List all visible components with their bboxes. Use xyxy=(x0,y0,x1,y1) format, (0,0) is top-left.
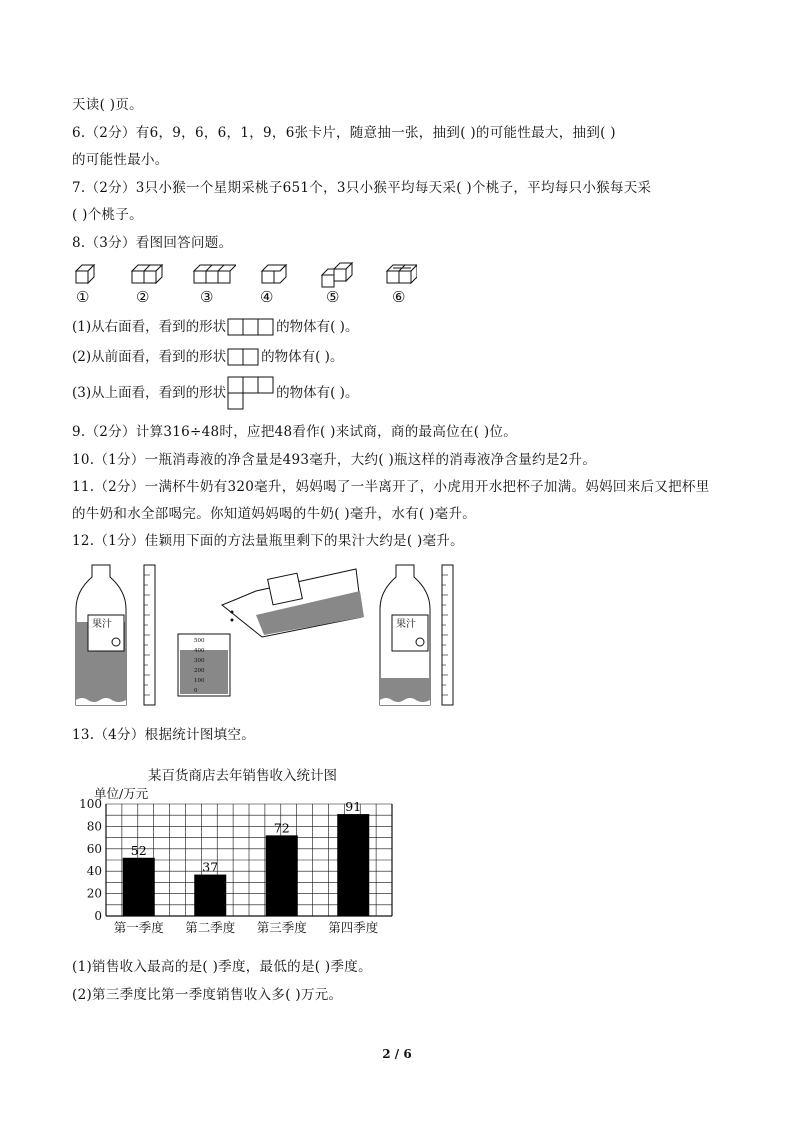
beaker-tick-100: 100 xyxy=(194,678,205,684)
q8-sub2 xyxy=(72,347,343,367)
cube-label-5: ⑤ xyxy=(326,288,340,306)
y-tick-label: 100 xyxy=(79,797,102,811)
q8-sub3 xyxy=(72,376,358,410)
q5-tail: 天读( )页。 xyxy=(72,97,143,113)
y-tick-label: 20 xyxy=(86,886,102,901)
x-category-label: 第二季度 xyxy=(185,920,236,935)
q8-sub2-prefix: (2)从前面看，看到的形状 xyxy=(72,349,227,365)
cube-label-2: ② xyxy=(136,288,150,306)
q8-title: 8.（3分）看图回答问题。 xyxy=(72,235,233,251)
q11-line2: 的牛奶和水全部喝完。你知道妈妈喝的牛奶( )毫升，水有( )毫升。 xyxy=(72,506,477,522)
q12: 12.（1分）佳颖用下面的方法量瓶里剩下的果汁大约是( )毫升。 xyxy=(72,533,464,549)
bar-value-label: 91 xyxy=(345,799,362,815)
y-tick-label: 0 xyxy=(94,909,102,923)
q7-line1: 7.（2分）3只小猴一个星期采桃子651个，3只小猴平均每天采( )个桃子，平均每只小猴每天采 xyxy=(72,180,652,196)
beaker-tick-400: 400 xyxy=(194,648,205,654)
l-shape-top-view xyxy=(227,376,275,410)
chart-y-axis-label: 单位/万元 xyxy=(94,786,149,801)
beaker-tick-200: 200 xyxy=(194,668,205,674)
pouring-bottle-illustration xyxy=(222,569,364,637)
q8-sub2-suffix: 的物体有( )。 xyxy=(261,349,344,365)
bar-2 xyxy=(194,875,226,916)
q6-line2: 的可能性最小。 xyxy=(72,152,169,168)
chart-y-ticks xyxy=(79,797,102,923)
cube-figure-6 xyxy=(385,262,417,286)
q13-sub1: (1)销售收入最高的是( )季度，最低的是( )季度。 xyxy=(72,959,372,975)
sales-bar-chart xyxy=(72,780,412,940)
x-category-label: 第三季度 xyxy=(256,920,307,935)
q8-sub1-prefix: (1)从右面看，看到的形状 xyxy=(72,319,227,335)
bar-value-label: 37 xyxy=(202,859,219,875)
q13: 13.（4分）根据统计图填空。 xyxy=(72,727,256,743)
q8-sub1 xyxy=(72,317,358,337)
y-tick-label: 40 xyxy=(86,864,102,879)
q8-sub3-prefix: (3)从上面看，看到的形状 xyxy=(72,385,227,401)
q6-line1: 6.（2分）有6，9，6，6，1，9，6张卡片，随意抽一张，抽到( )的可能性最大，抽到( ) xyxy=(72,125,616,141)
y-tick-label: 80 xyxy=(86,819,102,834)
page-number: 2 / 6 xyxy=(382,1047,412,1061)
x-category-label: 第四季度 xyxy=(328,920,379,935)
q8-sub1-suffix: 的物体有( )。 xyxy=(276,319,359,335)
chart-title: 某百货商店去年销售收入统计图 xyxy=(148,768,337,784)
q10: 10.（1分）一瓶消毒液的净含量是493毫升，大约( )瓶这样的消毒液净含量约是2升。 xyxy=(72,452,597,468)
q11-line1: 11.（2分）一满杯牛奶有320毫升，妈妈喝了一半离开了，小虎用开水把杯子加满。妈妈回来后又把杯里 xyxy=(72,479,710,495)
cube-figures xyxy=(72,262,432,312)
bar-3 xyxy=(266,835,298,916)
q13-sub2: (2)第三季度比第一季度销售收入多( )万元。 xyxy=(72,987,343,1003)
bar-value-label: 52 xyxy=(130,842,147,858)
juice-measurement-illustration xyxy=(72,560,472,710)
bar-1 xyxy=(123,858,155,916)
beaker-tick-0: 0 xyxy=(194,688,198,694)
chart-bars xyxy=(123,799,370,916)
two-square-row-shape xyxy=(227,348,260,366)
q7-line2: ( )个桃子。 xyxy=(72,207,143,223)
bottle-full-illustration xyxy=(76,565,155,705)
y-tick-label: 60 xyxy=(86,841,102,856)
three-square-row-shape xyxy=(227,318,275,336)
q9: 9.（2分）计算316÷48时，应把48看作( )来试商，商的最高位在( )位。 xyxy=(72,424,518,440)
bottle-label-1: 果汁 xyxy=(92,619,112,630)
chart-x-categories xyxy=(114,920,379,935)
beaker-tick-300: 300 xyxy=(194,658,205,664)
cube-label-6: ⑥ xyxy=(392,288,406,306)
cube-figure-1 xyxy=(74,262,100,286)
x-category-label: 第一季度 xyxy=(113,920,164,935)
bottle-remaining-illustration xyxy=(380,565,453,705)
beaker-illustration xyxy=(178,634,230,696)
cube-label-4: ④ xyxy=(260,288,274,306)
cube-figure-5 xyxy=(320,262,360,290)
cube-figure-2 xyxy=(130,262,170,286)
cube-figure-3 xyxy=(192,262,236,286)
cube-label-3: ③ xyxy=(200,288,214,306)
bar-value-label: 72 xyxy=(273,820,290,836)
q8-sub3-suffix: 的物体有( )。 xyxy=(276,385,359,401)
bottle-label-2: 果汁 xyxy=(396,619,416,630)
bar-4 xyxy=(337,814,369,916)
cube-figure-4 xyxy=(260,262,288,286)
beaker-tick-500: 500 xyxy=(194,638,205,644)
cube-label-1: ① xyxy=(76,288,90,306)
